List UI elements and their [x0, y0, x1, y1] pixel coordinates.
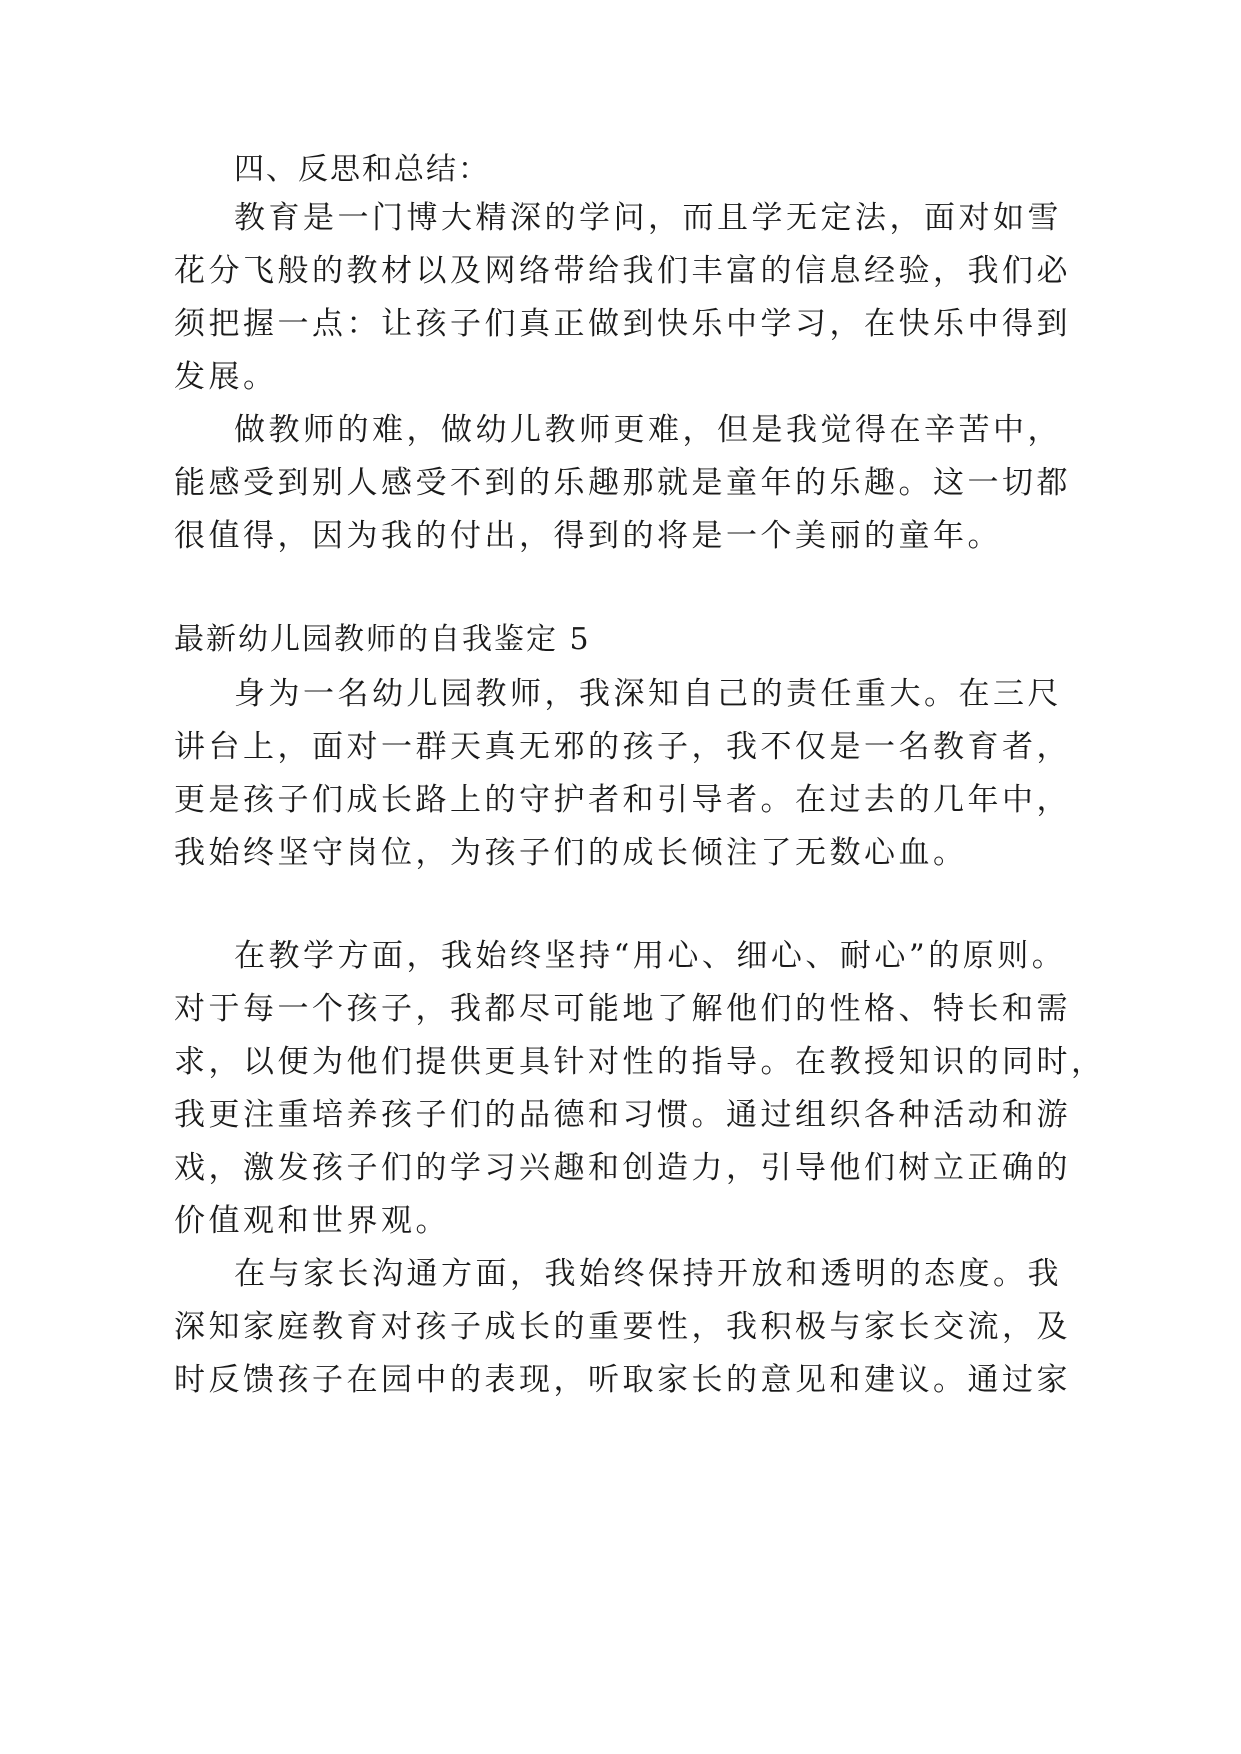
- paragraph-line: 对于每一个孩子，我都尽可能地了解他们的性格、特长和需: [174, 991, 1071, 1027]
- section-heading: 四、反思和总结：: [234, 152, 490, 187]
- paragraph-line: 身为一名幼儿园教师，我深知自己的责任重大。在三尺: [234, 676, 1062, 712]
- paragraph-line: 教育是一门博大精深的学问，而且学无定法，面对如雪: [234, 200, 1062, 236]
- paragraph-line: 求，以便为他们提供更具针对性的指导。在教授知识的同时，: [174, 1044, 1106, 1080]
- paragraph-line: 价值观和世界观。: [174, 1203, 450, 1239]
- paragraph-line: 须把握一点：让孩子们真正做到快乐中学习，在快乐中得到: [174, 306, 1071, 342]
- paragraph-line: 发展。: [174, 359, 278, 395]
- paragraph-line: 在与家长沟通方面，我始终保持开放和透明的态度。我: [234, 1256, 1062, 1292]
- paragraph-line: 深知家庭教育对孩子成长的重要性，我积极与家长交流，及: [174, 1309, 1071, 1345]
- paragraph-line: 我始终坚守岗位，为孩子们的成长倾注了无数心血。: [174, 835, 968, 871]
- article-title: 最新幼儿园教师的自我鉴定 5: [174, 622, 591, 657]
- paragraph-line: 我更注重培养孩子们的品德和习惯。通过组织各种活动和游: [174, 1097, 1071, 1133]
- paragraph-line: 讲台上，面对一群天真无邪的孩子，我不仅是一名教育者，: [174, 729, 1071, 765]
- paragraph-line: 时反馈孩子在园中的表现，听取家长的意见和建议。通过家: [174, 1362, 1071, 1398]
- paragraph-line: 做教师的难，做幼儿教师更难，但是我觉得在辛苦中，: [234, 412, 1062, 448]
- paragraph-line: 戏，激发孩子们的学习兴趣和创造力，引导他们树立正确的: [174, 1150, 1071, 1186]
- paragraph-line: 更是孩子们成长路上的守护者和引导者。在过去的几年中，: [174, 782, 1071, 818]
- paragraph-line: 花分飞般的教材以及网络带给我们丰富的信息经验，我们必: [174, 253, 1071, 289]
- paragraph-line: 在教学方面，我始终坚持“用心、细心、耐心”的原则。: [234, 938, 1067, 974]
- paragraph-line: 能感受到别人感受不到的乐趣那就是童年的乐趣。这一切都: [174, 465, 1071, 501]
- paragraph-line: 很值得，因为我的付出，得到的将是一个美丽的童年。: [174, 518, 1002, 554]
